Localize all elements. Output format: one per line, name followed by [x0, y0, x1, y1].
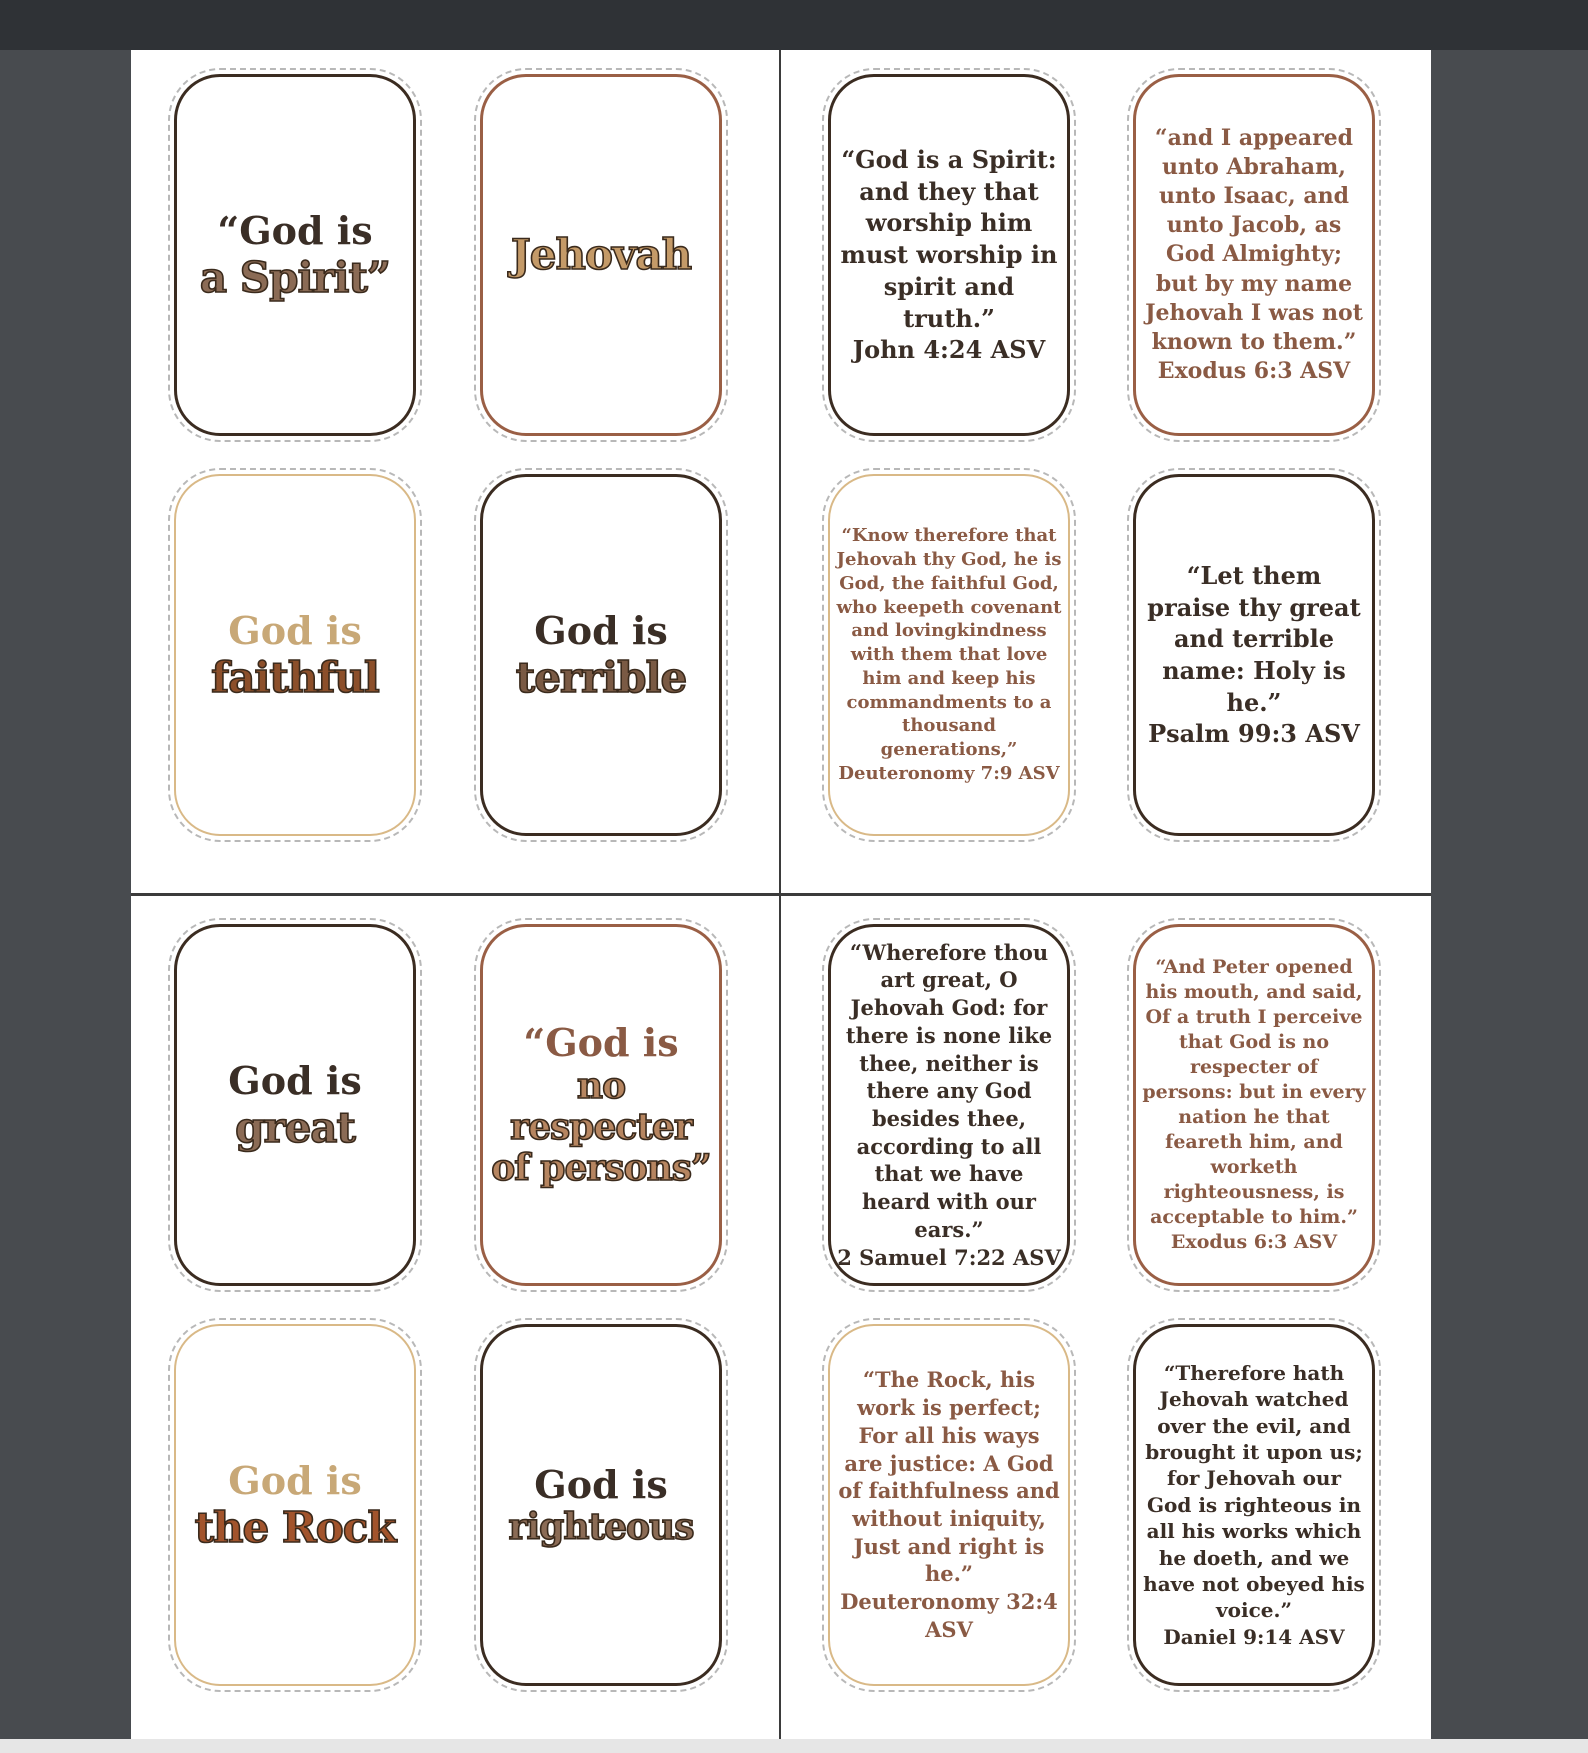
card-god-is-faithful: [168, 468, 422, 842]
card-lead-text: God is: [228, 1458, 362, 1504]
card-god-is-the-rock: [168, 1318, 422, 1692]
card-lead-text: God is: [534, 608, 668, 654]
verse-text: “And Peter opened his mouth, and said, Of a truth I perceive that God is no respecter of persons: but in every nation he that feareth him, and worketh righteousness, is acceptable to him.”: [1142, 955, 1366, 1229]
verse-text: “Let them praise thy great and terrible name: Holy is he.”: [1147, 560, 1361, 717]
card-attribute-text: a Spirit”: [199, 252, 391, 302]
verse-reference: Exodus 6:3 ASV: [1157, 357, 1351, 384]
verse-card-2-samuel: [822, 918, 1076, 1292]
card-attribute-text: the Rock: [194, 1502, 396, 1552]
verse-text: “and I appeared unto Abraham, unto Isaac, and unto Jacob, as God Almighty; but by my name Jehovah I was not known to them.”: [1145, 125, 1363, 355]
card-attribute-text: great: [235, 1102, 355, 1152]
card-god-is-no-respecter: [474, 918, 728, 1292]
card-lead-text: God is: [534, 1461, 668, 1507]
card-lead-text: God is: [228, 608, 362, 654]
viewer-status-strip: [0, 1739, 1588, 1753]
card-god-is-righteous: [474, 1318, 728, 1692]
viewer-toolbar: [0, 0, 1588, 50]
verse-text: “God is a Spirit: and they that worship him must worship in spirit and truth.”: [840, 145, 1058, 333]
card-jehovah: [474, 68, 728, 442]
verse-card-psalm: [1127, 468, 1381, 842]
verse-text: “The Rock, his work is perfect; For all his ways are justice: A God of faithfulness and without iniquity, Just and right is he.”: [838, 1367, 1060, 1587]
card-attribute-text: faithful: [211, 652, 379, 702]
verse-reference: Deuteronomy 32:4 ASV: [840, 1589, 1058, 1642]
verse-reference: 2 Samuel 7:22 ASV: [837, 1244, 1061, 1270]
card-god-is-terrible: [474, 468, 728, 842]
verse-card-daniel: [1127, 1318, 1381, 1692]
card-god-is-a-spirit: [168, 68, 422, 442]
horizontal-cut-line: [131, 893, 1431, 896]
verse-card-acts: [1127, 918, 1381, 1292]
document-page: [131, 50, 1431, 1740]
verse-text: “Therefore hath Jehovah watched over the evil, and brought it upon us; for Jehovah our God is righteous in all his works which he doeth, and we have not obeyed his voice.”: [1143, 1360, 1365, 1623]
card-lead-text: God is: [228, 1058, 362, 1104]
verse-card-john: [822, 68, 1076, 442]
verse-reference: Daniel 9:14 ASV: [1163, 1624, 1345, 1649]
verse-card-deuteronomy-32: [822, 1318, 1076, 1692]
card-lead-text: “God is: [523, 1020, 679, 1066]
verse-text: “Know therefore that Jehovah thy God, he is God, the faithful God, who keepeth covenant and lovingkindness with them that love him and keep his commandments to a thousand generations,”: [836, 525, 1062, 761]
verse-text: “Wherefore thou art great, O Jehovah God: for there is none like thee, neither is there any God besides thee, according to all that we have heard with our ears.”: [845, 939, 1053, 1242]
verse-reference: Deuteronomy 7:9 ASV: [838, 762, 1060, 784]
verse-card-exodus: [1127, 68, 1381, 442]
verse-reference: Exodus 6:3 ASV: [1170, 1231, 1338, 1254]
verse-reference: Psalm 99:3 ASV: [1148, 719, 1360, 749]
card-lead-text: “God is: [217, 208, 373, 254]
verse-reference: John 4:24 ASV: [852, 335, 1046, 365]
verse-card-deuteronomy-7: [822, 468, 1076, 842]
card-attribute-text: righteous: [508, 1506, 694, 1549]
card-attribute-text: no respecter of persons”: [491, 1064, 711, 1190]
card-god-is-great: [168, 918, 422, 1292]
card-attribute-text: Jehovah: [510, 229, 692, 279]
card-attribute-text: terrible: [515, 652, 687, 702]
